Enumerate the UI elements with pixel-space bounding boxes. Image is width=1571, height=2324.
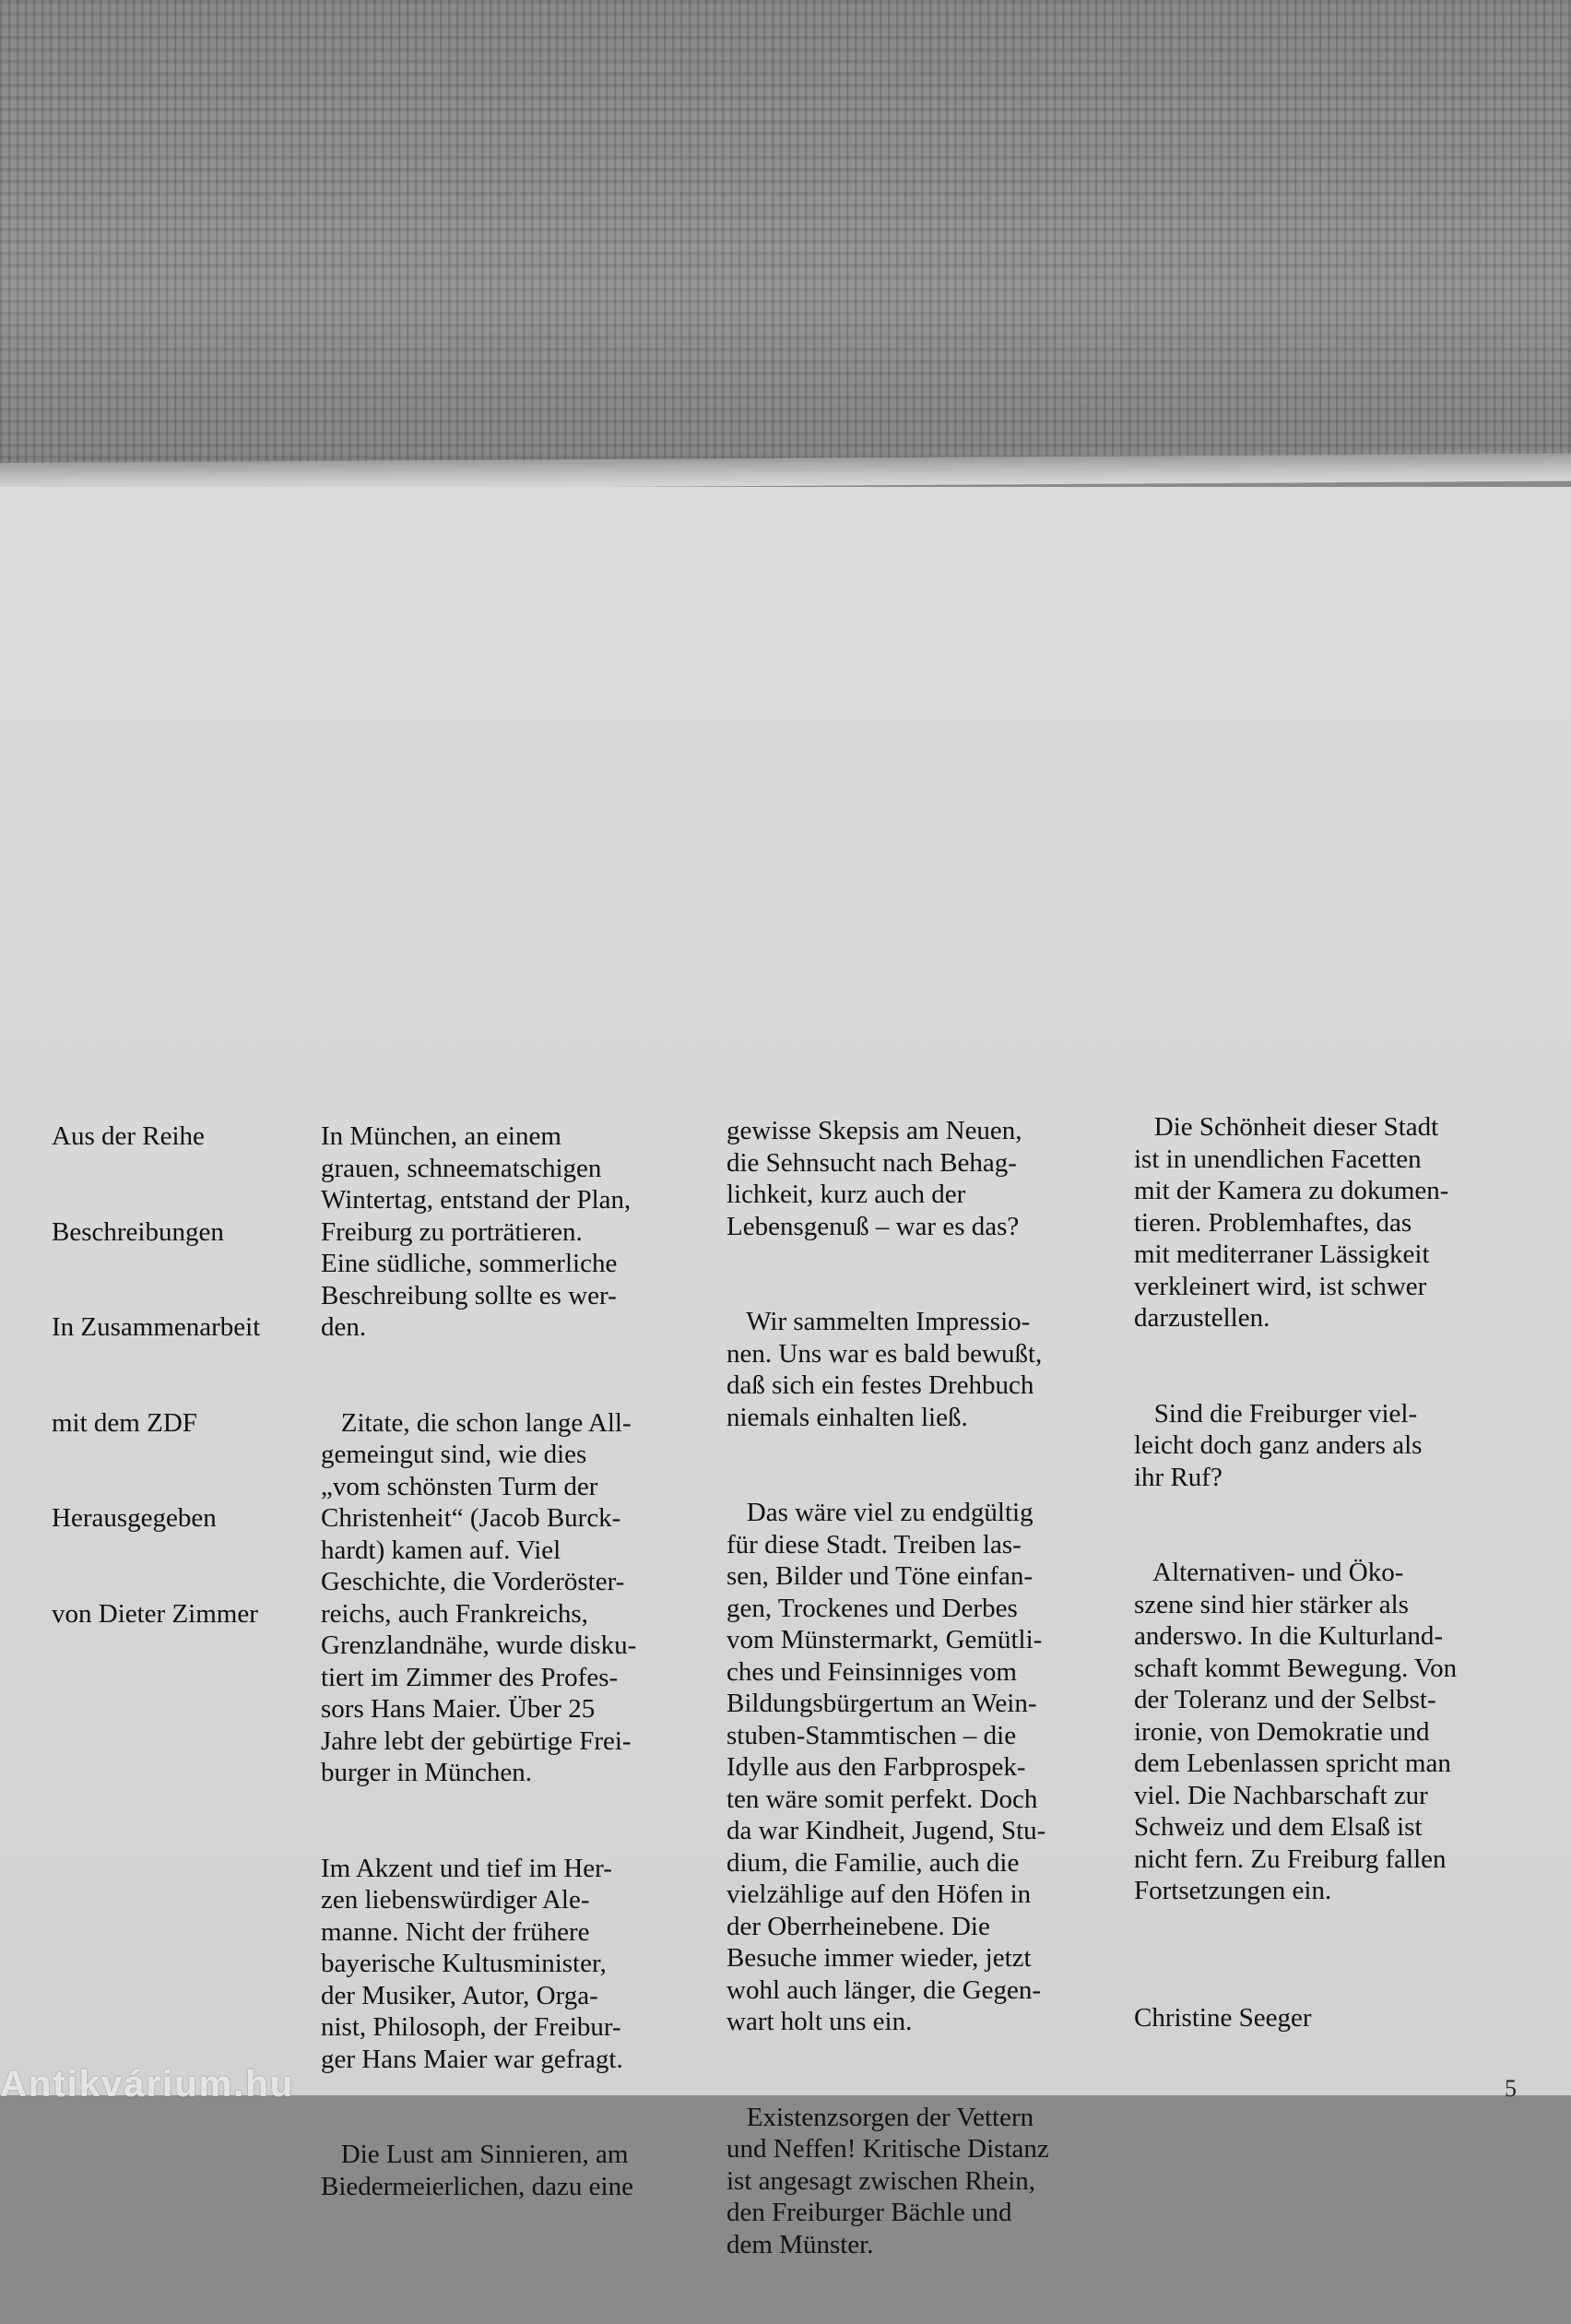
watermark-text: Antikvárium.hu [0, 2064, 295, 2105]
text-column-1 [321, 1057, 636, 2266]
paragraph: Im Akzent und tief im Her- zen liebenswürdiger Ale- manne. Nicht der frühere bayerische Kultusminister, der Musiker, Autor, Orga- nist, Philosoph, der Freibur- ger Hans Maier war gefragt. [321, 1853, 623, 2074]
imprint-line: Beschreibungen [52, 1216, 224, 1247]
paragraph: Existenzsorgen der Vettern und Neffen! Kritische Distanz ist angesagt zwischen Rhein, den Freiburger Bächle und dem Münster. [726, 2102, 1049, 2259]
paragraph: Wir sammelten Impressio- nen. Uns war es bald bewußt, daß sich ein festes Drehbuch niemals einhalten ließ. [726, 1307, 1043, 1432]
imprint-line: mit dem ZDF [52, 1407, 197, 1438]
paragraph: Zitate, die schon lange All- gemeingut sind, wie dies „vom schönsten Turm der Christenheit“ (Jacob Burck- hardt) kamen auf. Viel Geschichte, die Vorderöster- reichs, auch Frankreichs, Grenzlandnähe, wurde disku- tiert im Zimmer des Profes- sors Hans Maier. Über 25 Jahre lebt der gebürtige Frei- burger in München. [321, 1407, 637, 1787]
book-page [0, 487, 1571, 2259]
table-surface-background [0, 0, 1571, 480]
imprint-line: von Dieter Zimmer [52, 1598, 258, 1629]
imprint-line: In Zusammenarbeit [52, 1312, 261, 1342]
paragraph: In München, an einem grauen, schneematschigen Wintertag, entstand der Plan, Freiburg zu porträtieren. Eine südliche, sommerliche Beschreibung sollte es wer- den. [321, 1121, 632, 1342]
imprint-line: Aus der Reihe [52, 1121, 205, 1151]
text-column-2 [726, 1051, 1049, 2324]
imprint-block [52, 1057, 260, 1693]
paragraph: Alternativen- und Öko- szene sind hier stärker als anderswo. In die Kulturland- schaft kommt Bewegung. Von der Toleranz und der Selbst- ironie, von Demokratie und dem Lebenlassen spricht man viel. Die Nachbarschaft zur Schweiz und dem Elsaß ist nicht fern. Zu Freiburg fallen Fortsetzungen ein. [1134, 1558, 1458, 1905]
paragraph: Das wäre viel zu endgültig für diese Stadt. Treiben las- sen, Bilder und Töne einfan- gen, Trockenes und Derbes vom Münstermarkt, Gemütli- ches und Feinsinniges vom Bildungsbürgertum an Wein- stuben-Stammtischen – die Idylle aus den Farbprospek- ten wäre somit perfekt. Doch da war Kindheit, Jugend, Stu- dium, die Familie, auch die vielzählige auf den Höfen in der Oberrheinebene. Die Besuche immer wieder, jetzt wohl auch länger, die Gegen- wart holt uns ein. [726, 1498, 1046, 2036]
paragraph: Die Lust am Sinnieren, am Biedermeierlichen, dazu eine [321, 2140, 633, 2201]
page-number: 5 [1505, 2075, 1517, 2102]
paragraph: Sind die Freiburger viel- leicht doch ganz anders als ihr Ruf? [1134, 1398, 1423, 1492]
paragraph: Die Schönheit dieser Stadt ist in unendlichen Facetten mit der Kamera zu dokumen- tieren. Problemhaftes, das mit mediterraner Lässigkeit verkleinert wird, ist schwer darzustellen. [1134, 1112, 1449, 1333]
text-column-3 [1134, 1048, 1457, 2097]
author-signature: Christine Seeger [1134, 2002, 1312, 2033]
imprint-line: Herausgegeben [52, 1503, 217, 1533]
paragraph: gewisse Skepsis am Neuen, die Sehnsucht nach Behag- lichkeit, kurz auch der Lebensgenuß – war es das? [726, 1116, 1022, 1241]
